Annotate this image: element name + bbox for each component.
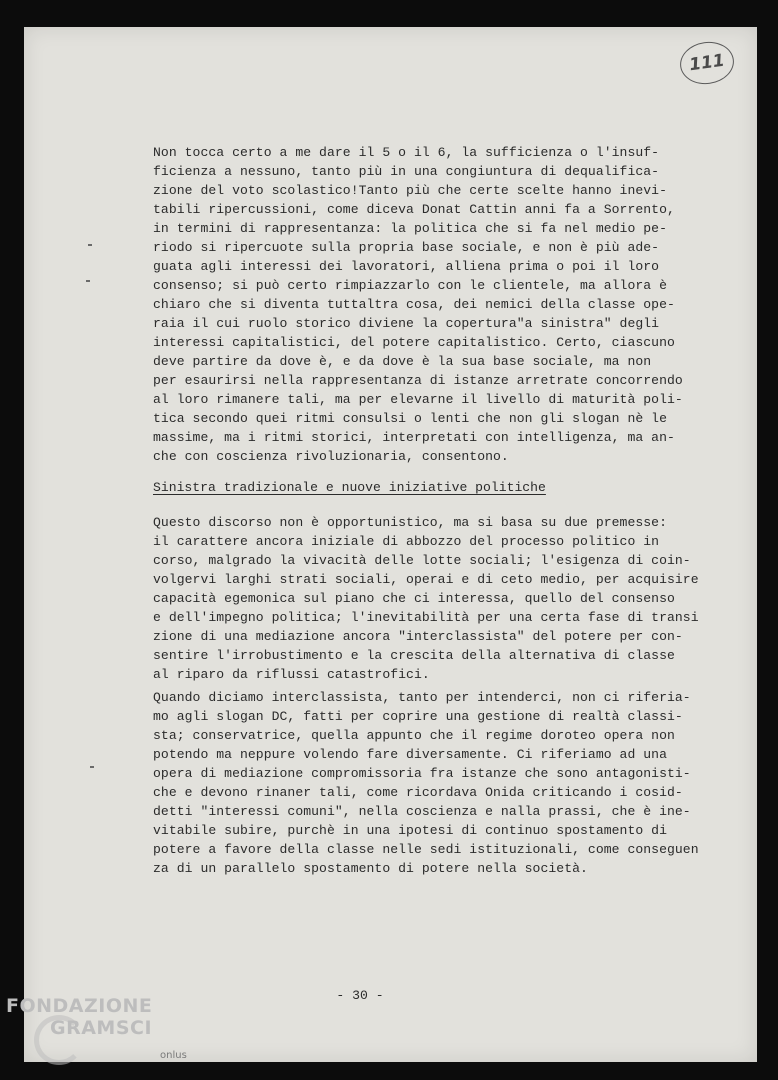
watermark-line-3: onlus (160, 1050, 187, 1061)
text-line: zione di una mediazione ancora "interclassista" del potere per con- (153, 629, 683, 644)
margin-mark (86, 280, 90, 282)
text-line: al riparo da riflussi catastrofici. (153, 667, 430, 682)
text-line: detti "interessi comuni", nella coscienza e nalla prassi, che è ine- (153, 804, 691, 819)
text-line: Quando diciamo interclassista, tanto per intenderci, non ci riferia- (153, 690, 691, 705)
paragraph-3 (153, 688, 699, 878)
text-line: sta; conservatrice, quella appunto che il regime doroteo opera non (153, 728, 675, 743)
margin-mark (88, 244, 92, 246)
text-line: zione del voto scolastico!Tanto più che certe scelte hanno inevi- (153, 183, 667, 198)
text-line: Questo discorso non è opportunistico, ma si basa su due premesse: (153, 515, 667, 530)
margin-mark (90, 766, 94, 768)
text-line: per esaurirsi nella rappresentanza di istanze arretrate concorrendo (153, 373, 683, 388)
text-line: potendo ma neppure volendo fare diversamente. Ci riferiamo ad una (153, 747, 667, 762)
section-heading: Sinistra tradizionale e nuove iniziative politiche (153, 480, 546, 495)
text-line: ficienza a nessuno, tanto più in una congiuntura di dequalifica- (153, 164, 660, 179)
text-line: deve partire da dove è, e da dove è la sua base sociale, ma non (153, 354, 652, 369)
text-line: tabili ripercussioni, come diceva Donat Cattin anni fa a Sorrento, (153, 202, 675, 217)
text-line: potere a favore della classe nelle sedi istituzionali, come conseguen (153, 842, 699, 857)
text-line: che e devono rinaner tali, come ricordava Onida criticando i cosid- (153, 785, 683, 800)
text-line: opera di mediazione compromissoria fra istanze che sono antagonisti- (153, 766, 691, 781)
watermark-line-1: FONDAZIONE (6, 995, 153, 1017)
text-line: za di un parallelo spostamento di potere nella società. (153, 861, 588, 876)
text-line: massime, ma i ritmi storici, interpretati con intelligenza, ma an- (153, 430, 675, 445)
paragraph-2 (153, 513, 699, 684)
text-line: sentire l'irrobustimento e la crescita della alternativa di classe (153, 648, 675, 663)
page-number: - 30 - (336, 988, 384, 1003)
text-line: volgervi larghi strati sociali, operai e di ceto medio, per acquisire (153, 572, 699, 587)
text-line: raia il cui ruolo storico diviene la copertura"a sinistra" degli (153, 316, 660, 331)
text-line: guata agli interessi dei lavoratori, alliena prima o poi il loro (153, 259, 660, 274)
text-line: tica secondo quei ritmi consulsi o lenti che non gli slogan nè le (153, 411, 667, 426)
paragraph-1 (153, 143, 683, 466)
text-line: consenso; si può certo rimpiazzarlo con le clientele, ma allora è (153, 278, 667, 293)
text-line: corso, malgrado la vivacità delle lotte sociali; l'esigenza di coin- (153, 553, 691, 568)
text-line: vitabile subire, purchè in una ipotesi di continuo spostamento di (153, 823, 667, 838)
text-line: che con coscienza rivoluzionaria, consentono. (153, 449, 509, 464)
text-line: il carattere ancora iniziale di abbozzo del processo politico in (153, 534, 660, 549)
watermark-line-2: GRAMSCI (50, 1017, 153, 1039)
archive-watermark (6, 995, 206, 1075)
text-line: chiaro che si diventa tuttaltra cosa, dei nemici della classe ope- (153, 297, 675, 312)
text-line: interessi capitalistici, del potere capitalistico. Certo, ciascuno (153, 335, 675, 350)
text-line: in termini di rappresentanza: la politica che si fa nel medio pe- (153, 221, 667, 236)
text-line: Non tocca certo a me dare il 5 o il 6, la sufficienza o l'insuf- (153, 145, 660, 160)
text-line: capacità egemonica sul piano che ci interessa, quello del consenso (153, 591, 675, 606)
text-line: al loro rimanere tali, ma per elevarne il livello di maturità poli- (153, 392, 683, 407)
text-line: mo agli slogan DC, fatti per coprire una gestione di realtà classi- (153, 709, 683, 724)
folio-number: 111 (688, 50, 726, 76)
text-line: riodo si ripercuote sulla propria base sociale, e non è più ade- (153, 240, 660, 255)
text-line: e dell'impegno politica; l'inevitabilità per una certa fase di transi (153, 610, 699, 625)
